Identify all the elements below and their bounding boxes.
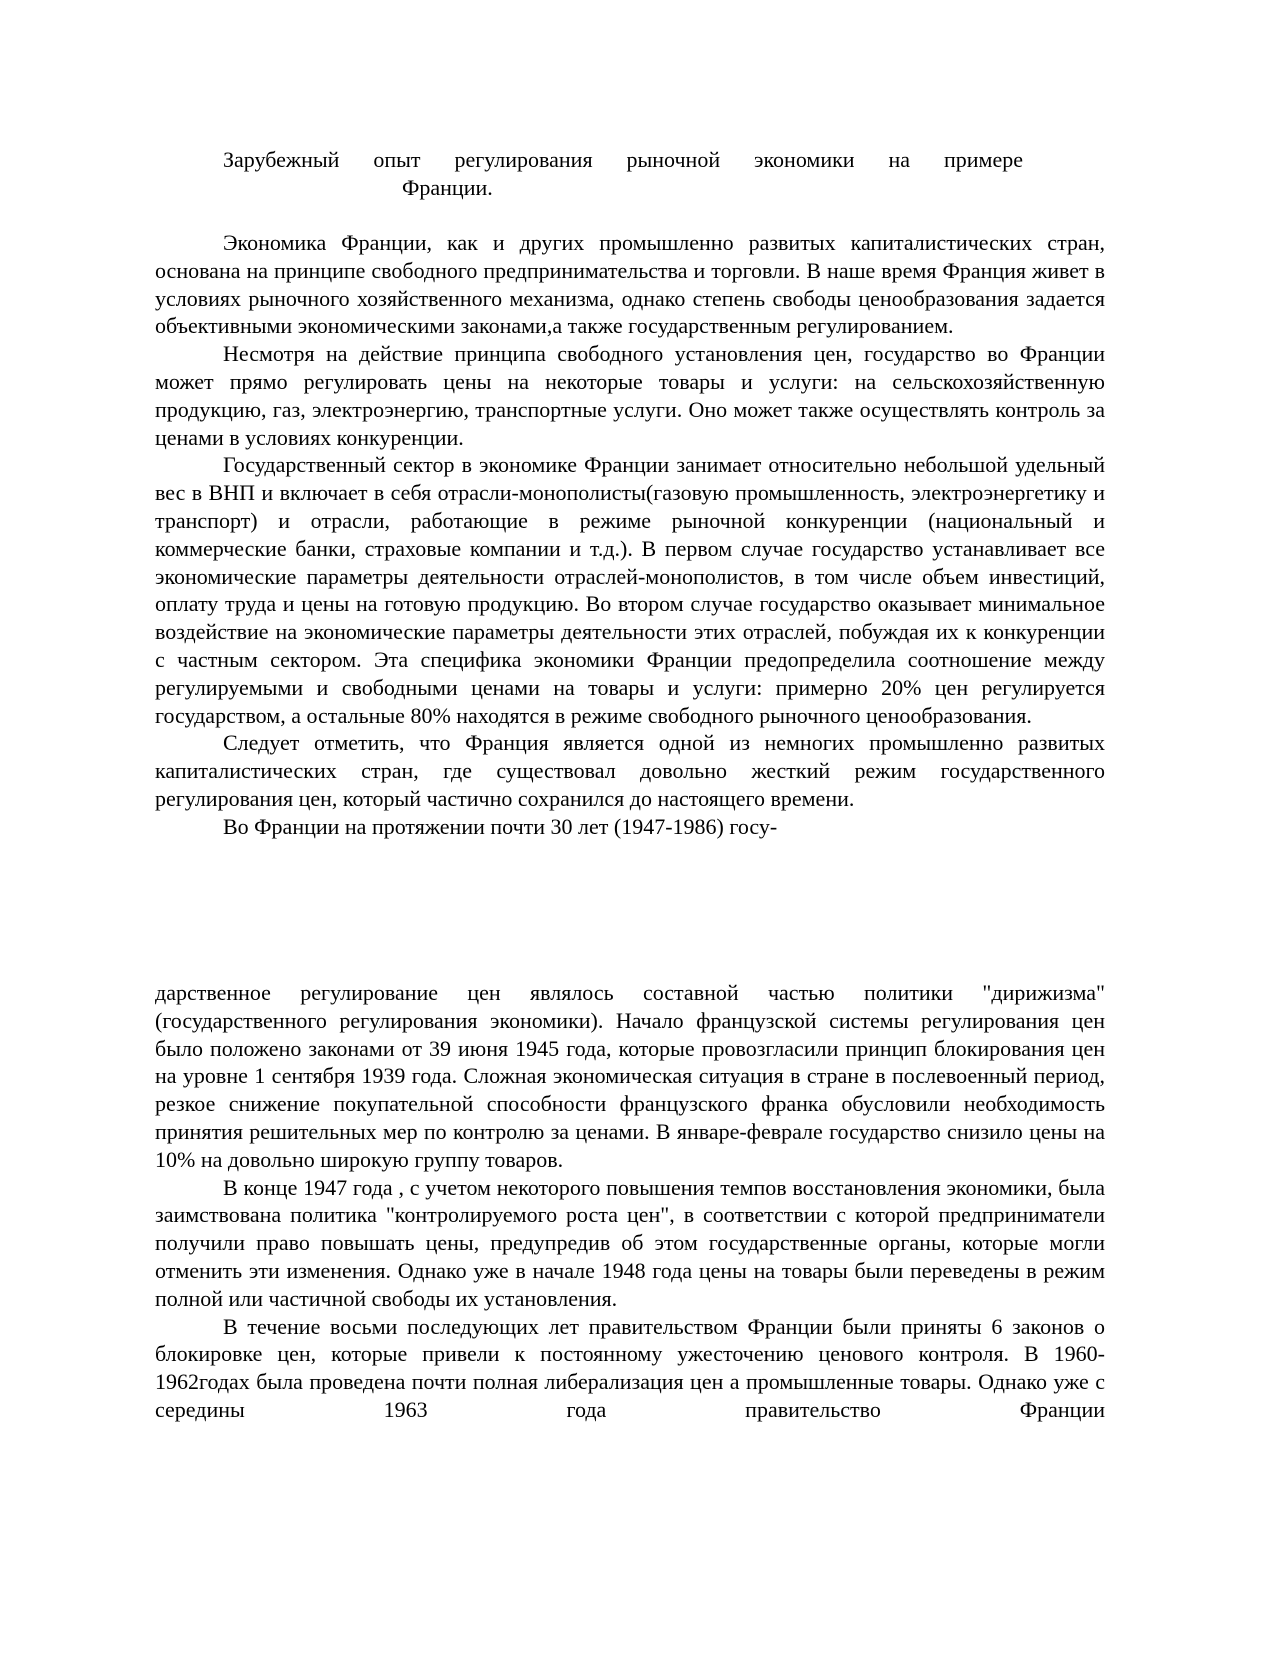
paragraph: Экономика Франции, как и других промышленно развитых капиталистических стран, основана на принципе свободного предпринимательства и торговли. В наше время Франция живет в условиях рыночного хозяйственного механизма, однако степень свободы ценообразования задается объективными экономическими законами,а также государственным регулированием. xyxy=(155,230,1105,339)
document-title-line-1: Зарубежный опыт регулирования рыночной экономики на примере xyxy=(223,147,1023,172)
text-block-1 xyxy=(155,229,1105,841)
paragraph: В течение восьми последующих лет правительством Франции были приняты 6 законов о блокировке цен, которые привели к постоянному ужесточению ценового контроля. В 1960-1962годах была проведена почти полная либерализация цен а промышленные товары. Однако уже с середины 1963 года правительство Франции xyxy=(155,1313,1105,1422)
text-block-2 xyxy=(155,979,1105,1424)
paragraph: дарственное регулирование цен являлось составной частью политики "дирижизма" (государственного регулирования экономики). Начало французской системы регулирования цен было положено законами от 39 июня 1945 года, которые провозгласили принцип блокирования цен на уровне 1 сентября 1939 года. Сложная экономическая ситуация в стране в послевоенный период, резкое снижение покупательной способности французского франка обусловили необходимость принятия решительных мер по контролю за ценами. В январе-феврале государство снизило цены на 10% на довольно широкую группу товаров. xyxy=(155,980,1105,1172)
paragraph: Во Франции на протяжении почти 30 лет (1947-1986) госу- xyxy=(223,813,778,839)
paragraph: Несмотря на действие принципа свободного установления цен, государство во Франции может прямо регулировать цены на некоторые товары и услуги: на сельскохозяйственную продукцию, газ, электроэнергию, транспортные услуги. Оно может также осуществлять контроль за ценами в условиях конкуренции. xyxy=(155,341,1105,450)
paragraph: Следует отметить, что Франция является одной из немногих промышленно развитых капиталистических стран, где существовал довольно жесткий режим государственного регулирования цен, который частично сохранился до настоящего времени. xyxy=(155,730,1105,811)
paragraph: Государственный сектор в экономике Франции занимает относительно небольшой удельный вес в ВНП и включает в себя отрасли-монополисты(газовую промышленность, электроэнергетику и транспорт) и отрасли, работающие в режиме рыночной конкуренции (национальный и коммерческие банки, страховые компании и т.д.). В первом случае государство устанавливает все экономические параметры деятельности отраслей-монополистов, в том числе объем инвестиций, оплату труда и цены на готовую продукцию. Во втором случае государство оказывает минимальное воздействие на экономические параметры деятельности этих отраслей, побуждая их к конкуренции с частным сектором. Эта специфика экономики Франции предопределила соотношение между регулируемыми и свободными ценами на товары и услуги: примерно 20% цен регулируется государством, а остальные 80% находятся в режиме свободного рыночного ценообразования. xyxy=(155,452,1105,728)
paragraph: В конце 1947 года , с учетом некоторого повышения темпов восстановления экономики, была заимствована политика "контролируемого роста цен", в соответствии с которой предприниматели получили право повышать цены, предупредив об этом государственные органы, которые могли отменить эти изменения. Однако уже в начале 1948 года цены на товары были переведены в режим полной или частичной свободы их установления. xyxy=(155,1174,1105,1311)
document-title-line-2: Франции. xyxy=(402,175,493,200)
